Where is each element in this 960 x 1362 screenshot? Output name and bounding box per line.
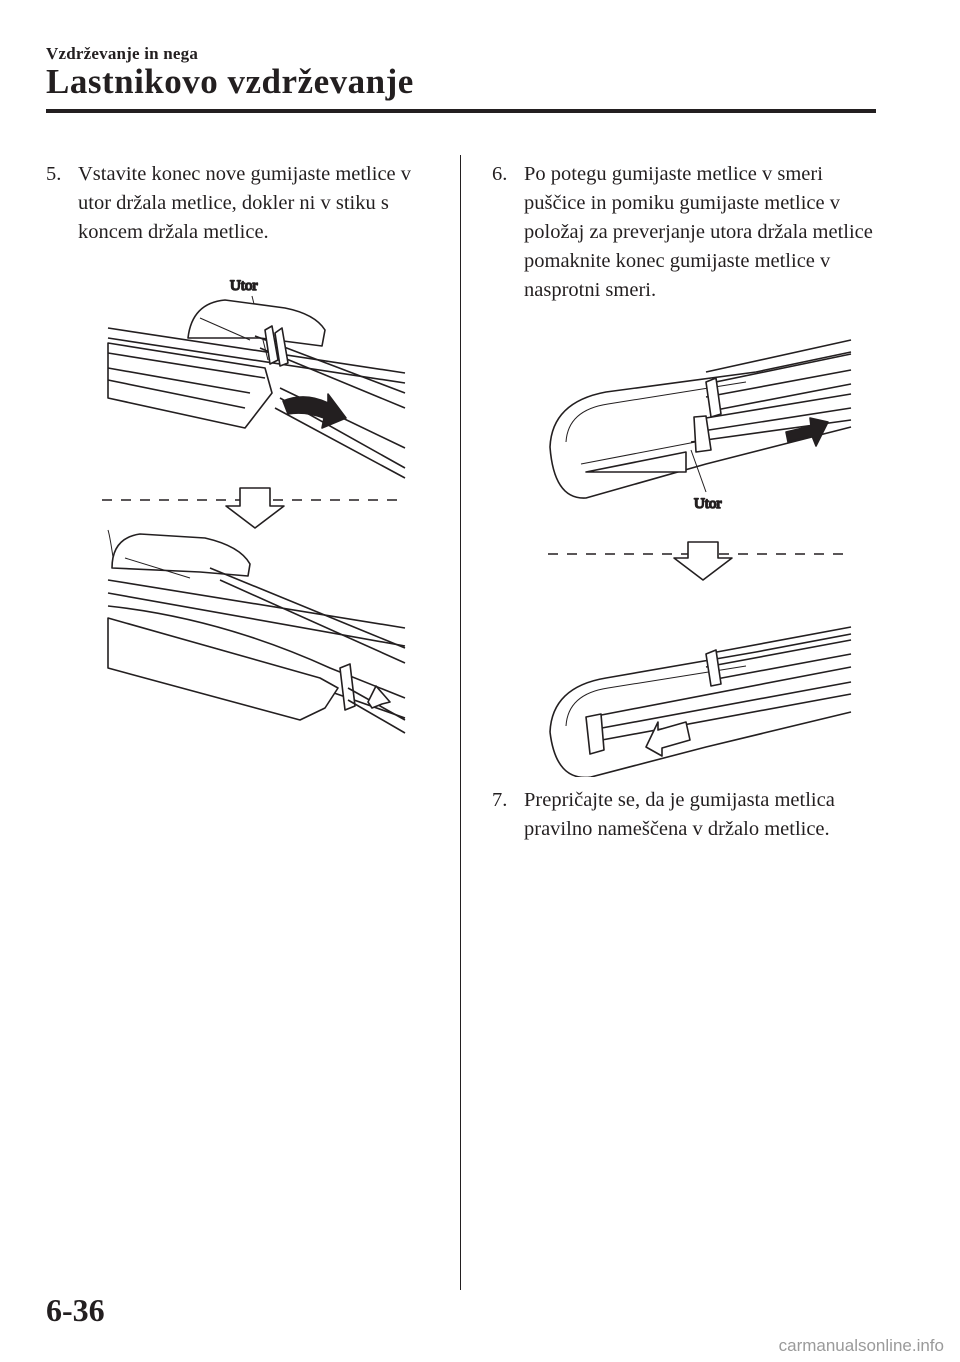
figure-label-utor: Utor xyxy=(230,278,258,294)
chapter-title: Lastnikovo vzdrževanje xyxy=(46,62,414,101)
step-text: Vstavite konec nove gumijaste metlice v utor držala metlice, dokler ni v stiku s koncem držala metlice. xyxy=(78,163,412,243)
figure-step6-wiper-check xyxy=(546,322,856,777)
step-text: Po potegu gumijaste metlice v smeri puščice in pomiku gumijaste metlice v položaj za preverjanje utora držala metlice pomaknite konec gumijaste metlice v nasprotni smeri. xyxy=(524,163,873,301)
title-rule xyxy=(46,109,876,113)
figure-step5-wiper-insert xyxy=(100,268,410,750)
step-5 xyxy=(46,160,446,247)
figure-label-utor: Utor xyxy=(694,496,722,512)
page-number: 6-36 xyxy=(46,1292,105,1328)
section-label: Vzdrževanje in nega xyxy=(46,44,199,63)
step-text: Prepričajte se, da je gumijasta metlica pravilno nameščena v držalo metlice. xyxy=(524,789,835,840)
step-7 xyxy=(492,786,877,844)
column-divider xyxy=(460,155,461,1290)
step-number: 5. xyxy=(46,163,62,185)
step-number: 7. xyxy=(492,789,508,811)
watermark: carmanualsonline.info xyxy=(778,1336,944,1355)
step-6 xyxy=(492,160,877,305)
step-number: 6. xyxy=(492,163,508,185)
